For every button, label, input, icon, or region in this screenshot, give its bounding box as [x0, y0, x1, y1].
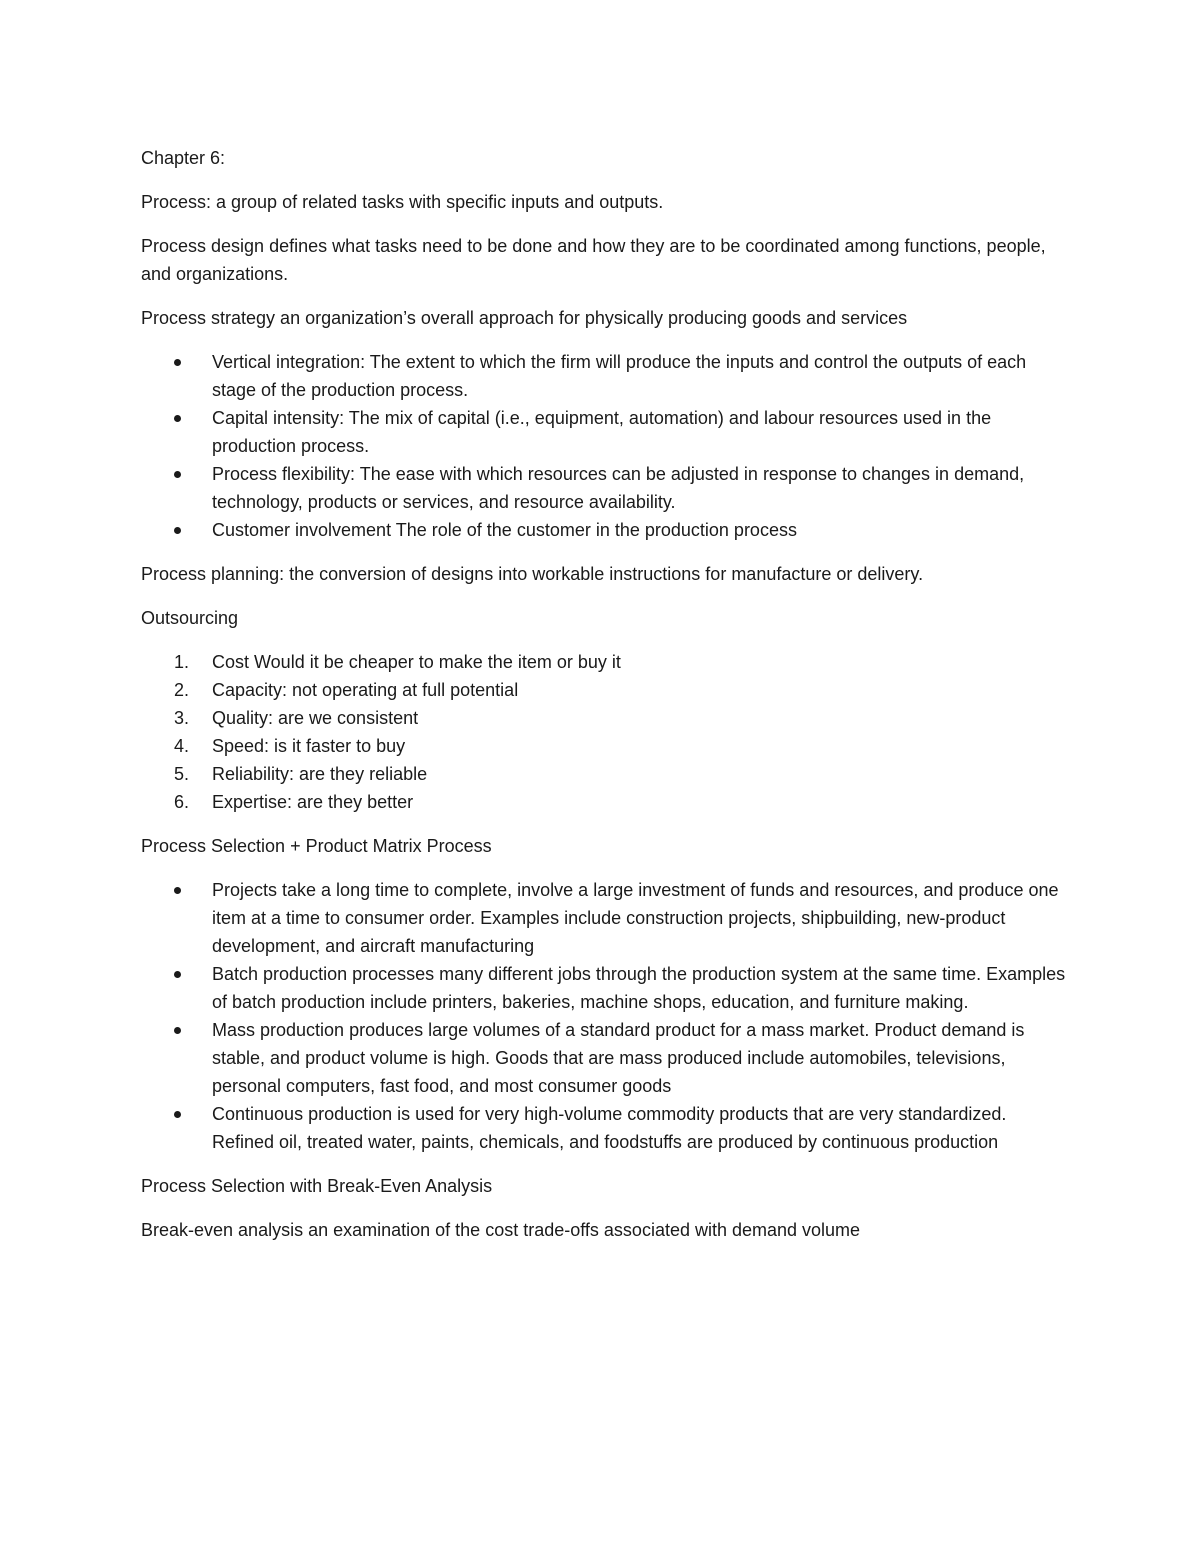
process-planning-paragraph: Process planning: the conversion of designs into workable instructions for manufacture or delivery.: [141, 564, 924, 584]
process-definition: Process: a group of related tasks with specific inputs and outputs.: [141, 192, 664, 212]
process-strategy-paragraph: Process strategy an organization’s overall approach for physically producing goods and services: [141, 308, 908, 328]
list-number: 4.: [174, 736, 190, 756]
list-item-text: Cost Would it be cheaper to make the item or buy it: [212, 652, 621, 672]
list-item-text: Process flexibility: The ease with which resources can be adjusted in response to changes in demand, technology, products or services, and resource availability.: [212, 464, 1025, 512]
list-number: 1.: [174, 652, 190, 672]
list-item: [141, 960, 1071, 1016]
list-item: [141, 788, 1071, 816]
bullet-icon: [174, 971, 181, 978]
list-item: [141, 760, 1071, 788]
list-item-text: Speed: is it faster to buy: [212, 736, 406, 756]
bullet-icon: [174, 527, 181, 534]
list-item-text: Continuous production is used for very high-volume commodity products that are very standardized. Refined oil, treated water, paints, chemicals, and foodstuffs are produced by continuous production: [212, 1104, 1007, 1152]
list-item: [141, 676, 1071, 704]
list-item: [141, 1100, 1071, 1156]
list-item-text: Mass production produces large volumes of a standard product for a mass market. Product demand is stable, and product volume is high. Goods that are mass produced include automobiles, televisions, personal computers, fast food, and most consumer goods: [212, 1020, 1025, 1096]
list-item-text: Capital intensity: The mix of capital (i.e., equipment, automation) and labour resources used in the production process.: [212, 408, 992, 456]
chapter-heading: Chapter 6:: [141, 148, 226, 168]
list-item-text: Capacity: not operating at full potential: [212, 680, 519, 700]
list-item: [141, 1016, 1071, 1100]
list-item: [141, 404, 1071, 460]
process-design-paragraph: Process design defines what tasks need to be done and how they are to be coordinated among functions, people, and organizations.: [141, 236, 1046, 284]
list-item: [141, 648, 1071, 676]
list-item-text: Expertise: are they better: [212, 792, 414, 812]
breakeven-definition: Break-even analysis an examination of the cost trade-offs associated with demand volume: [141, 1220, 861, 1240]
bullet-icon: [174, 415, 181, 422]
selection-bullet-list: [141, 876, 1071, 1156]
list-item: [141, 732, 1071, 760]
strategy-bullet-list: [141, 348, 1071, 544]
list-item: [141, 348, 1071, 404]
list-number: 3.: [174, 708, 190, 728]
bullet-icon: [174, 887, 181, 894]
list-item-text: Customer involvement The role of the customer in the production process: [212, 520, 797, 540]
document-page: [141, 144, 1071, 1260]
breakeven-heading: Process Selection with Break-Even Analysis: [141, 1176, 493, 1196]
list-item-text: Reliability: are they reliable: [212, 764, 428, 784]
list-number: 6.: [174, 792, 190, 812]
list-item: [141, 876, 1071, 960]
list-item: [141, 460, 1071, 516]
list-item: [141, 516, 1071, 544]
list-number: 5.: [174, 764, 190, 784]
list-item-text: Batch production processes many different jobs through the production system at the same time. Examples of batch production include printers, bakeries, machine shops, education, and furniture making.: [212, 964, 1066, 1012]
bullet-icon: [174, 1027, 181, 1034]
bullet-icon: [174, 471, 181, 478]
list-item-text: Projects take a long time to complete, involve a large investment of funds and resources, and produce one item at a time to consumer order. Examples include construction projects, shipbuilding, new-product development, and aircraft manufacturing: [212, 880, 1059, 956]
list-item-text: Quality: are we consistent: [212, 708, 419, 728]
outsourcing-numbered-list: [141, 648, 1071, 816]
selection-heading: Process Selection + Product Matrix Process: [141, 836, 492, 856]
bullet-icon: [174, 359, 181, 366]
list-item: [141, 704, 1071, 732]
list-item-text: Vertical integration: The extent to which the firm will produce the inputs and control the outputs of each stage of the production process.: [212, 352, 1027, 400]
bullet-icon: [174, 1111, 181, 1118]
outsourcing-heading: Outsourcing: [141, 608, 239, 628]
list-number: 2.: [174, 680, 190, 700]
